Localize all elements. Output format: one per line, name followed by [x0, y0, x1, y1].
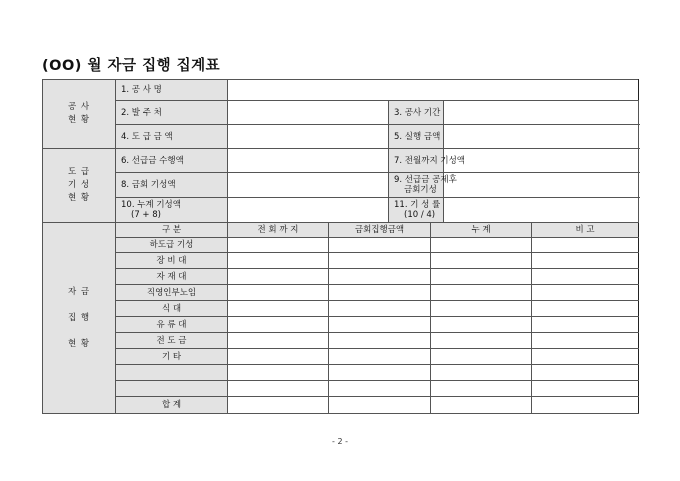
cell-previous[interactable]: [228, 317, 329, 333]
project-name-value[interactable]: [228, 80, 639, 101]
cell-previous[interactable]: [228, 269, 329, 285]
cell-previous[interactable]: [228, 381, 329, 397]
table-row: [43, 349, 639, 365]
total-cumulative[interactable]: [431, 397, 532, 414]
cell-current[interactable]: [329, 253, 431, 269]
column-header-current: 금회집행금액: [329, 223, 431, 238]
billing-rate-value[interactable]: [444, 198, 639, 223]
cell-previous[interactable]: [228, 285, 329, 301]
billing-rate-label: 11. 기 성 률 (10 / 4): [389, 198, 444, 223]
cumulative-billing-value[interactable]: [228, 198, 389, 223]
advance-execution-value[interactable]: [228, 149, 389, 173]
cell-remarks[interactable]: [532, 381, 639, 397]
cell-cumulative[interactable]: [431, 285, 532, 301]
construction-period-label: 3. 공사 기간: [389, 101, 444, 125]
row-label: [116, 381, 228, 397]
cell-current[interactable]: [329, 317, 431, 333]
row-label: 직영인부노임: [116, 285, 228, 301]
column-header-previous: 전 회 까 지: [228, 223, 329, 238]
cell-previous[interactable]: [228, 365, 329, 381]
cell-remarks[interactable]: [532, 238, 639, 253]
cell-cumulative[interactable]: [431, 365, 532, 381]
table-row: [43, 301, 639, 317]
cell-remarks[interactable]: [532, 349, 639, 365]
execution-amount-value[interactable]: [444, 125, 639, 149]
column-header-category: 구 분: [116, 223, 228, 238]
total-current[interactable]: [329, 397, 431, 414]
cell-remarks[interactable]: [532, 333, 639, 349]
row-label: 전 도 금: [116, 333, 228, 349]
cell-previous[interactable]: [228, 349, 329, 365]
fund-summary-table: [42, 79, 639, 414]
prev-month-billing-value[interactable]: [444, 149, 639, 173]
construction-period-value[interactable]: [444, 101, 639, 125]
cell-cumulative[interactable]: [431, 317, 532, 333]
current-billing-value[interactable]: [228, 173, 389, 198]
cell-cumulative[interactable]: [431, 253, 532, 269]
row-label: 자 재 대: [116, 269, 228, 285]
cell-cumulative[interactable]: [431, 301, 532, 317]
current-billing-label: 8. 금회 기성액: [116, 173, 228, 198]
cell-previous[interactable]: [228, 253, 329, 269]
total-label: 합 계: [116, 397, 228, 414]
row-label: 식 대: [116, 301, 228, 317]
column-header-cumulative: 누 계: [431, 223, 532, 238]
cell-previous[interactable]: [228, 333, 329, 349]
cell-cumulative[interactable]: [431, 269, 532, 285]
cell-current[interactable]: [329, 381, 431, 397]
cell-remarks[interactable]: [532, 365, 639, 381]
page-number: - 2 -: [332, 437, 348, 446]
construction-section-label: 공 사 현 황: [43, 80, 116, 149]
advance-execution-label: 6. 선급금 수행액: [116, 149, 228, 173]
total-remarks[interactable]: [532, 397, 639, 414]
table-row: [43, 285, 639, 301]
table-row: [43, 381, 639, 397]
contract-amount-label: 4. 도 급 금 액: [116, 125, 228, 149]
contract-amount-value[interactable]: [228, 125, 389, 149]
document-title: (OO) 월 자금 집행 집계표: [42, 58, 221, 74]
row-label: 하도급 기성: [116, 238, 228, 253]
cell-current[interactable]: [329, 349, 431, 365]
funds-section-label: 자 금 집 행 현 황: [43, 223, 116, 414]
client-value[interactable]: [228, 101, 389, 125]
billing-section-label: 도 급 기 성 현 황: [43, 149, 116, 223]
total-row: [43, 397, 639, 414]
row-label: 장 비 대: [116, 253, 228, 269]
column-header-remarks: 비 고: [532, 223, 639, 238]
cell-current[interactable]: [329, 269, 431, 285]
cell-cumulative[interactable]: [431, 333, 532, 349]
cell-current[interactable]: [329, 301, 431, 317]
table-row: [43, 365, 639, 381]
cell-remarks[interactable]: [532, 269, 639, 285]
cell-cumulative[interactable]: [431, 349, 532, 365]
cell-remarks[interactable]: [532, 285, 639, 301]
client-label: 2. 발 주 처: [116, 101, 228, 125]
execution-amount-label: 5. 실행 금액: [389, 125, 444, 149]
table-row: [43, 333, 639, 349]
table-row: [43, 269, 639, 285]
post-advance-billing-label: 9. 선급금 공제후 금회기성: [389, 173, 444, 198]
cell-current[interactable]: [329, 365, 431, 381]
cell-current[interactable]: [329, 333, 431, 349]
cell-remarks[interactable]: [532, 317, 639, 333]
table-row: [43, 238, 639, 253]
post-advance-billing-value[interactable]: [444, 173, 639, 198]
row-label: [116, 365, 228, 381]
cumulative-billing-label: 10. 누계 기성액 (7 + 8): [116, 198, 228, 223]
total-previous[interactable]: [228, 397, 329, 414]
row-label: 기 타: [116, 349, 228, 365]
cell-previous[interactable]: [228, 238, 329, 253]
cell-remarks[interactable]: [532, 253, 639, 269]
table-row: [43, 253, 639, 269]
cell-remarks[interactable]: [532, 301, 639, 317]
cell-current[interactable]: [329, 285, 431, 301]
cell-current[interactable]: [329, 238, 431, 253]
cell-previous[interactable]: [228, 301, 329, 317]
project-name-label: 1. 공 사 명: [116, 80, 228, 101]
table-row: [43, 317, 639, 333]
row-label: 유 류 대: [116, 317, 228, 333]
prev-month-billing-label: 7. 전월까지 기성액: [389, 149, 444, 173]
cell-cumulative[interactable]: [431, 381, 532, 397]
cell-cumulative[interactable]: [431, 238, 532, 253]
